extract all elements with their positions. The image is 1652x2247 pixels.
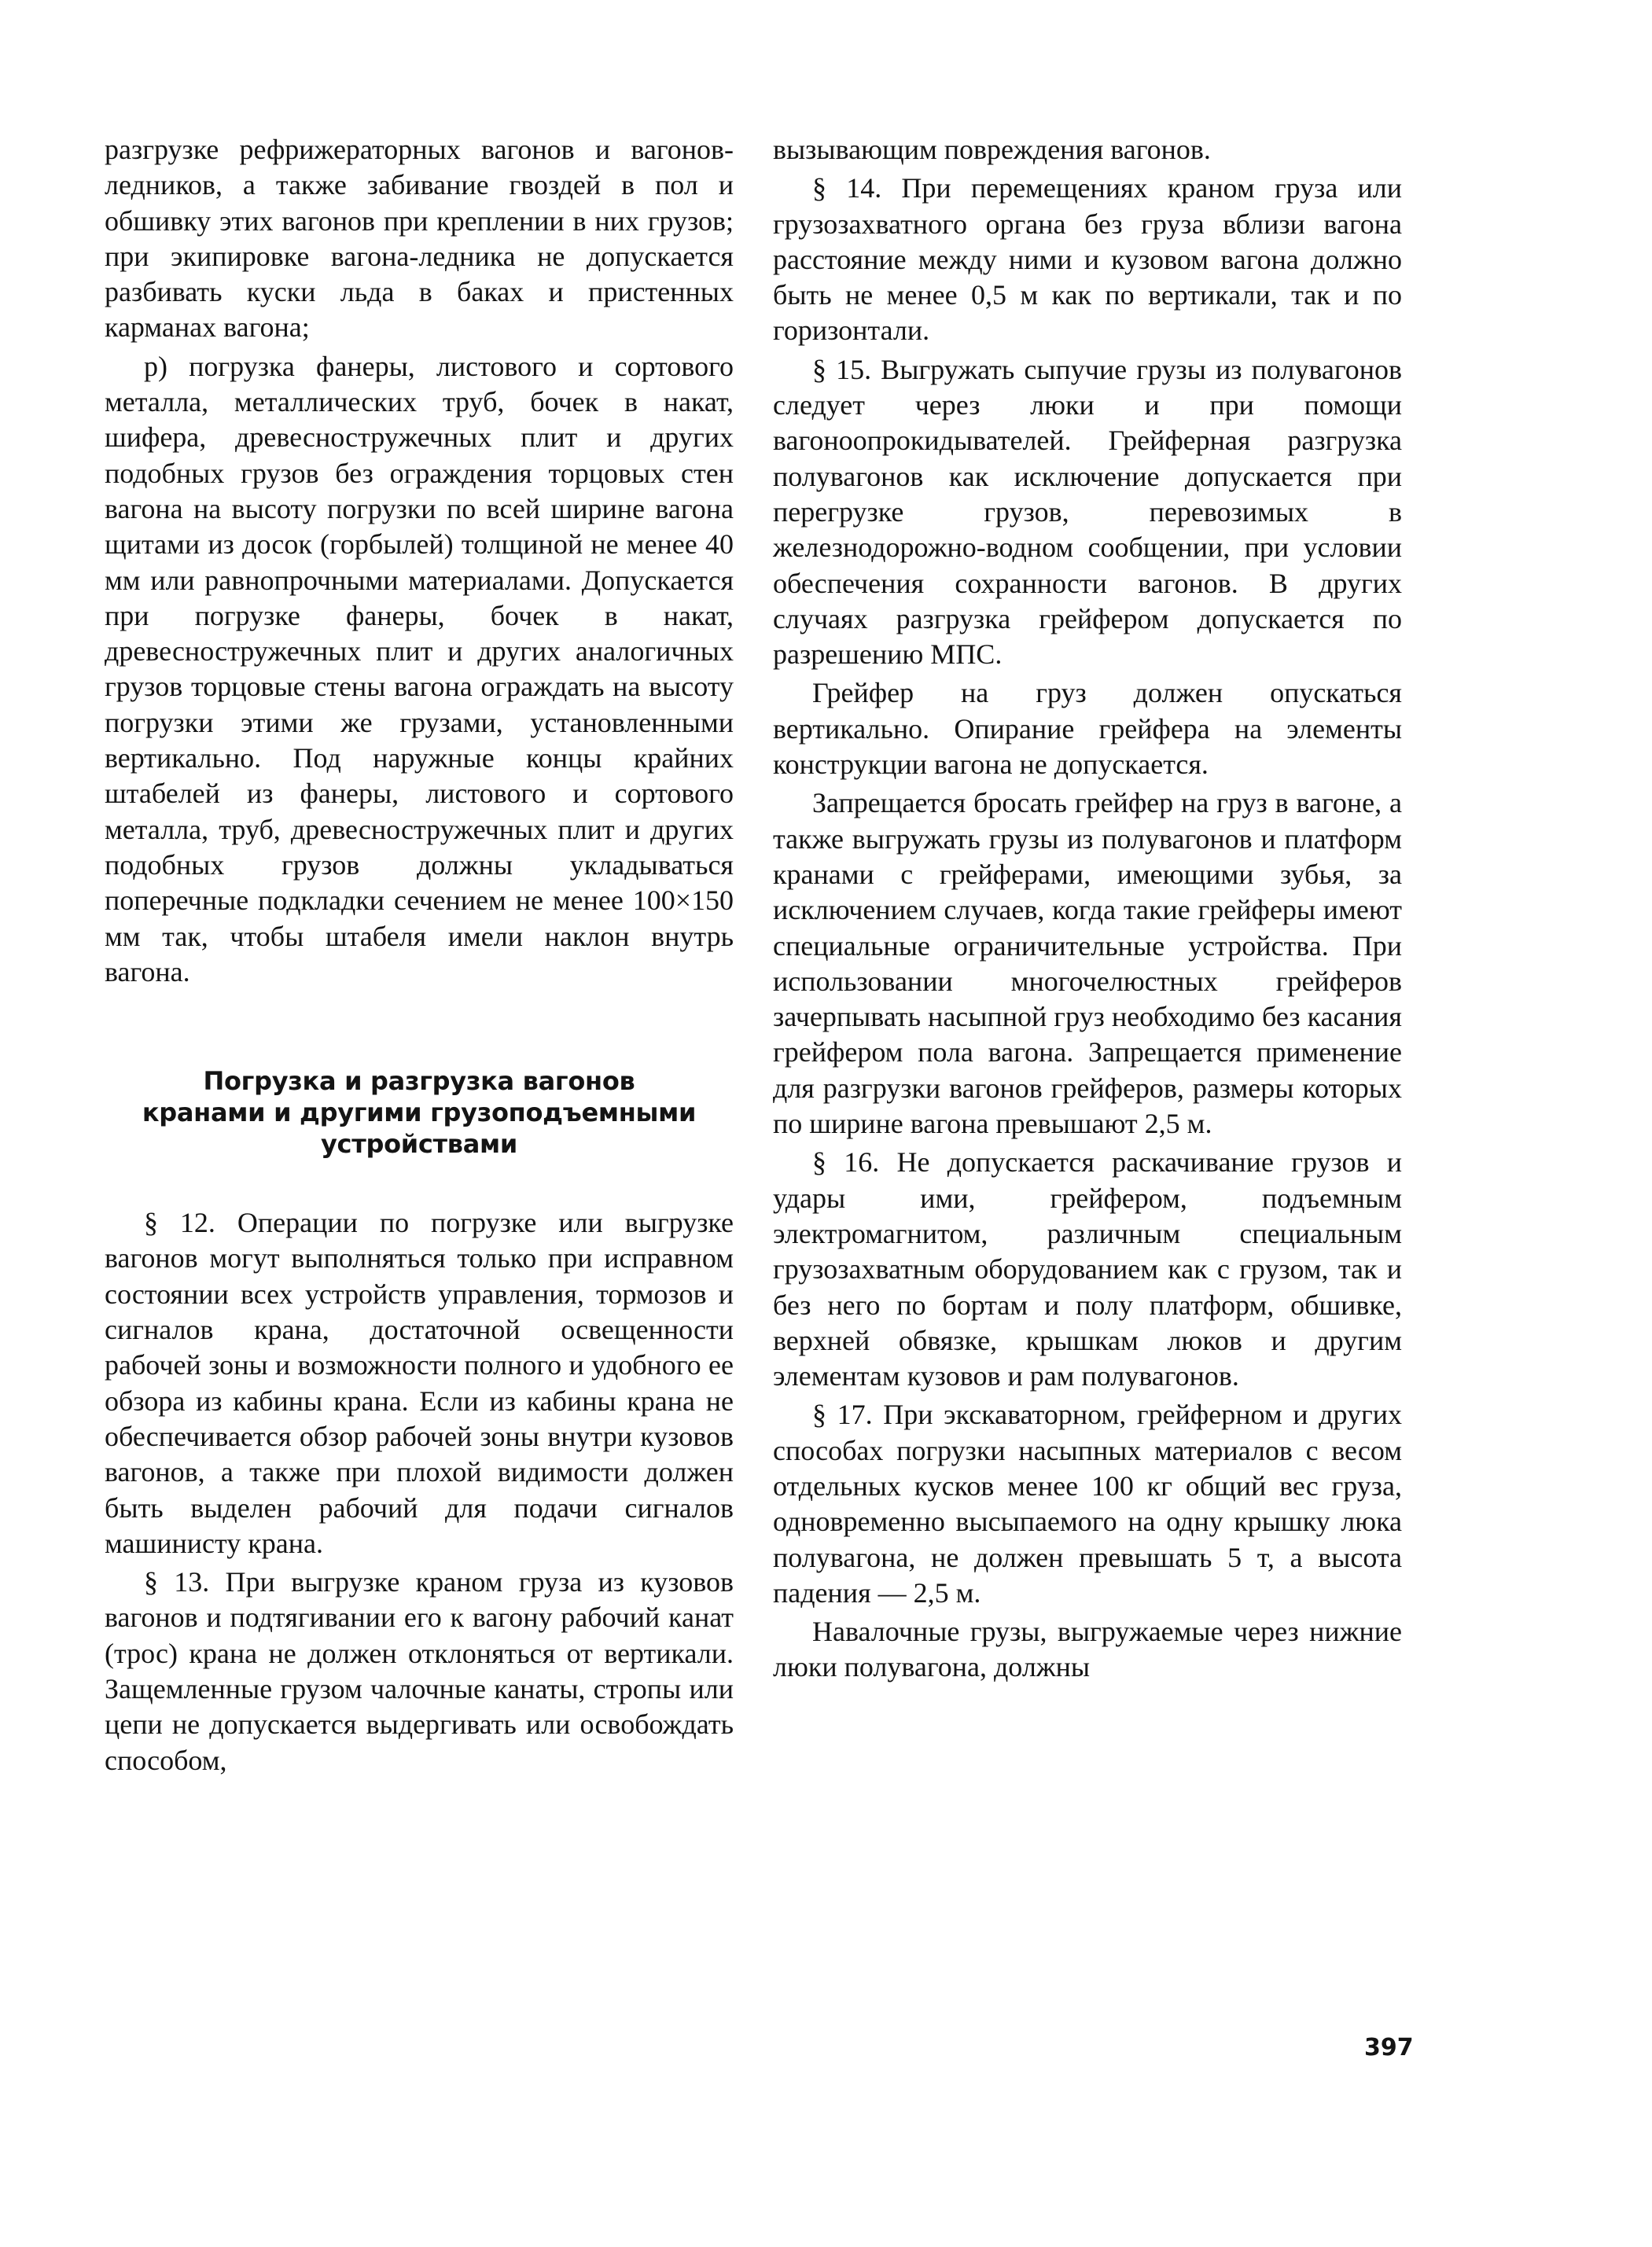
section-heading-line-3: устройствами <box>320 1129 518 1160</box>
paragraph-section-13: § 13. При выгрузке краном груза из кузовов вагонов и подтягивании его к вагону рабочий канат (трос) крана не должен отклоняться от вертикали. Защемленные грузом чалочные канаты, стропы или цепи не допускается выдергивать или освобождать способом, <box>105 1566 734 1776</box>
paragraph-grab-vertical: Грейфер на груз должен опускаться вертикально. Опирание грейфера на элементы конструкции вагона не допускается. <box>773 677 1402 781</box>
section-heading-line-1: Погрузка и разгрузка вагонов <box>203 1066 635 1097</box>
paragraph-section-16: § 16. Не допускается раскачивание грузов и удары ими, грейфером, подъемным электромагнитом, различным специальным грузозахватным оборудованием как с грузом, так и без него по бортам и полу платформ, обшивке, верхней обвязке, крышкам люков и другим элементам кузовов и рам полувагонов. <box>773 1146 1402 1392</box>
left-column <box>105 132 734 1778</box>
paragraph-section-15: § 15. Выгружать сыпучие грузы из полувагонов следует через люки и при помощи вагоноопрокидывателей. Грейферная разгрузка полувагонов как исключение допускается при перегрузке грузов, перевозимых в железнодорожно-водном сообщении, при условии обеспечения сохранности вагонов. В других случаях разгрузка грейфером допускается по разрешению МПС. <box>773 353 1402 671</box>
page-number: 397 <box>1364 2034 1414 2061</box>
section-heading-line-2: кранами и другими грузоподъемными <box>142 1098 697 1128</box>
paragraph-section-12: § 12. Операции по погрузке или выгрузке вагонов могут выполняться только при исправном состоянии всех устройств управления, тормозов и сигналов крана, достаточной освещенности рабочей зоны и возможности полного и удобного ее обзора из кабины крана. Если из кабины крана не обеспечивается обзор рабочей зоны внутри кузовов вагонов, а также при плохой видимости должен быть выделен рабочий для подачи сигналов машинисту крана. <box>105 1207 734 1559</box>
paragraph-bulk-cargo: Навалочные грузы, выгружаемые через нижние люки полувагона, должны <box>773 1616 1402 1683</box>
right-column <box>773 132 1402 1686</box>
paragraph-section-17: § 17. При экскаваторном, грейферном и других способах погрузки насыпных материалов с весом отдельных кусков менее 100 кг общий вес груза, одновременно высыпаемого на одну крышку люка полувагона, не должен превышать 5 т, а высота падения — 2,5 м. <box>773 1399 1402 1609</box>
paragraph-continuation: вызывающим повреждения вагонов. <box>773 134 1211 165</box>
paragraph-continuation: разгрузке рефрижераторных вагонов и вагонов-ледников, а также забивание гвоздей в пол и обшивку этих вагонов при креплении в них грузов; при экипировке вагона-ледника не допускается разбивать куски льда в баках и пристенных карманах вагона; <box>105 134 734 344</box>
paragraph-section-14: § 14. При перемещениях краном груза или грузозахватного органа без груза вблизи вагона расстояние между ними и кузовом вагона должно быть не менее 0,5 м как по вертикали, так и по горизонтали. <box>773 172 1402 347</box>
paragraph-grab-prohibitions: Запрещается бросать грейфер на груз в вагоне, а также выгружать грузы из полувагонов и платформ кранами с грейферами, имеющими зубья, за исключением случаев, когда такие грейферы имеют специальные ограничительные устройства. При использовании многочелюстных грейферов зачерпывать насыпной груз необходимо без касания грейфером пола вагона. Запрещается применение для разгрузки вагонов грейферов, размеры которых по ширине вагона превышают 2,5 м. <box>773 787 1402 1140</box>
section-heading <box>105 1065 734 1160</box>
paragraph-item-r: р) погрузка фанеры, листового и сортового металла, металлических труб, бочек в накат, шифера, древесностружечных плит и других подобных грузов без ограждения торцовых стен вагона на высоту погрузки по всей ширине вагона щитами из досок (горбылей) толщиной не менее 40 мм или равнопрочными материалами. Допускается при погрузке фанеры, бочек в накат, древесностружечных плит и других аналогичных грузов торцовые стены вагона ограждать на высоту погрузки этими же грузами, установленными вертикально. Под наружные концы крайних штабелей из фанеры, листового и сортового металла, труб, древесностружечных плит и других подобных грузов должны укладываться поперечные подкладки сечением не менее 100×150 мм так, чтобы штабеля имели наклон внутрь вагона. <box>105 350 734 987</box>
